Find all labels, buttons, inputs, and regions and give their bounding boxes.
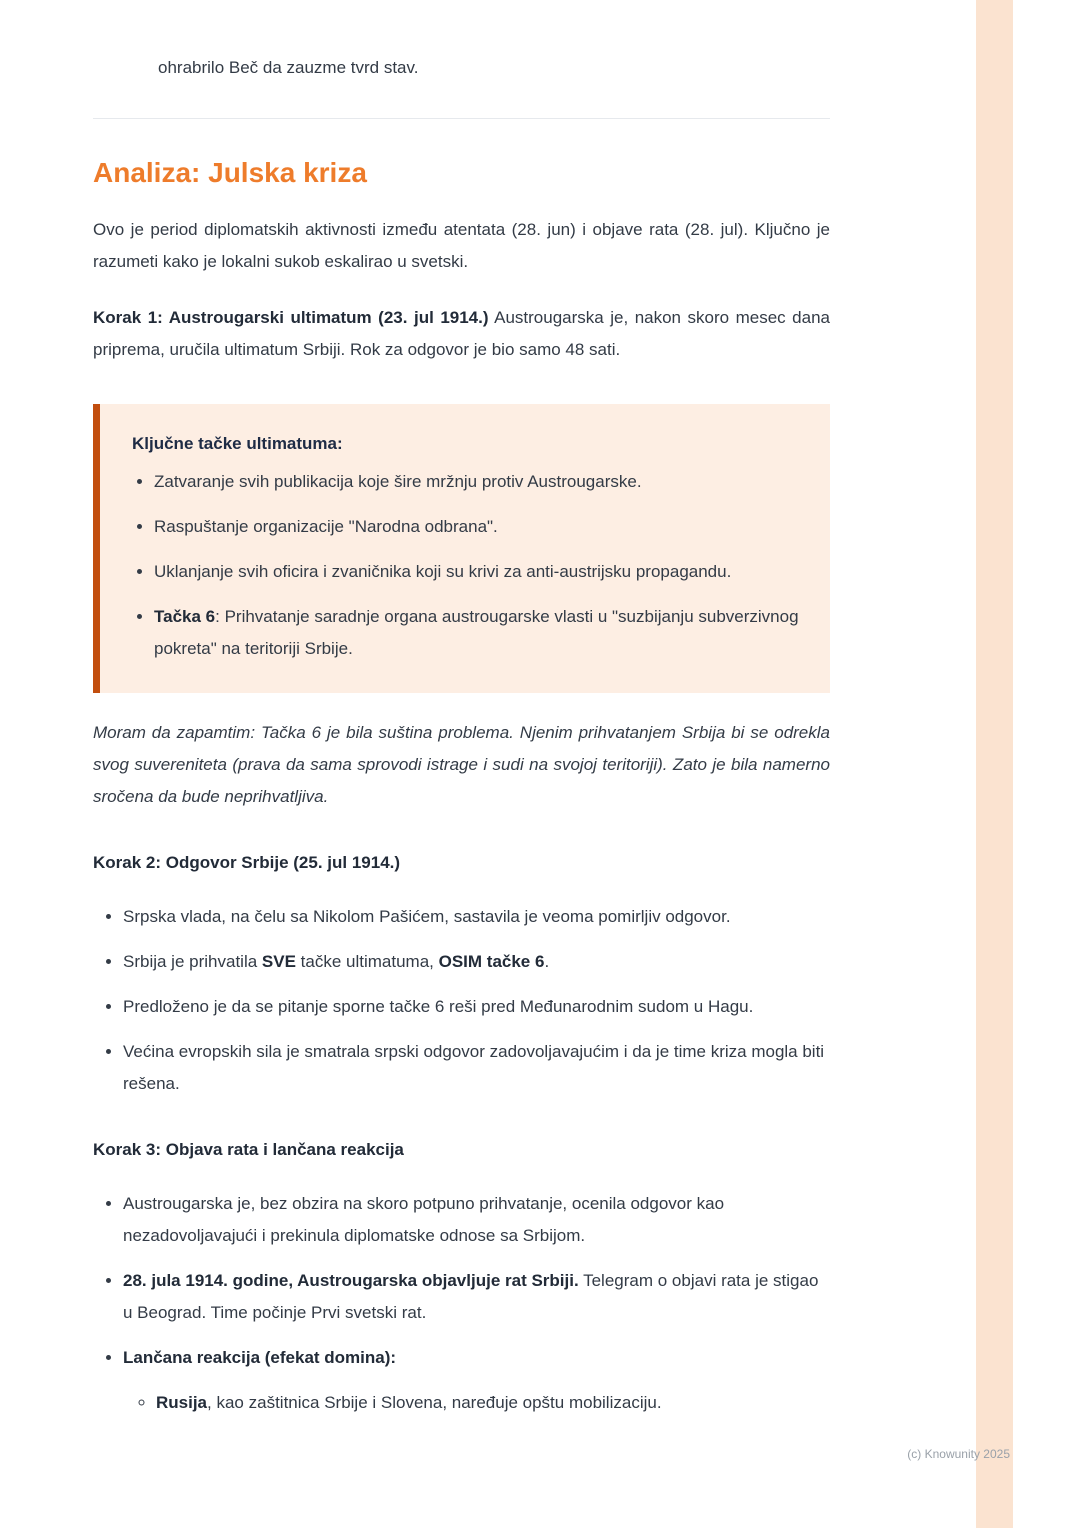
- page-margin-strip: [976, 0, 1013, 1528]
- continuation-text: ohrabrilo Beč da zauzme tvrd stav.: [158, 58, 419, 77]
- intro-paragraph: Ovo je period diplomatskih aktivnosti između atentata (28. jun) i objave rata (28. jul). Ključno je razumeti kako je lokalni sukob eskalirao u svetski.: [93, 220, 830, 271]
- sub-list-item: ◦ Rusija, kao zaštitnica Srbije i Slovena, naređuje opštu mobilizaciju.: [156, 1387, 830, 1419]
- list-item: • Predloženo je da se pitanje sporne tačke 6 reši pred Međunarodnim sudom u Hagu.: [123, 991, 830, 1023]
- list-item: • Većina evropskih sila je smatrala srpski odgovor zadovoljavajućim i da je time kriza mogla biti rešena.: [123, 1036, 830, 1100]
- list-item: • Austrougarska je, bez obzira na skoro potpuno prihvatanje, ocenila odgovor kao nezadovoljavajući i prekinula diplomatske odnose sa Srbijom.: [123, 1188, 830, 1252]
- list-item-label: Lančana reakcija (efekat domina):: [123, 1348, 397, 1367]
- copyright-notice: (c) Knowunity 2025: [907, 1447, 1010, 1461]
- step3-heading: Korak 3: Objava rata i lančana reakcija: [93, 1140, 404, 1159]
- key-points-callout: [93, 404, 830, 693]
- step3-list: [93, 1188, 830, 1419]
- chain-reaction-sublist: [123, 1387, 830, 1419]
- document-content: [93, 0, 830, 1419]
- callout-heading: Ključne tačke ultimatuma:: [132, 434, 343, 453]
- list-item: • Uklanjanje svih oficira i zvaničnika koji su krivi za anti-austrijsku propagandu.: [154, 556, 800, 588]
- list-item: • Srbija je prihvatila SVE tačke ultimatuma, OSIM tačke 6.: [123, 946, 830, 978]
- step2-list: [93, 901, 830, 1100]
- ultimatum-points-list: [132, 466, 800, 665]
- list-item: • Raspuštanje organizacije "Narodna odbrana".: [154, 511, 800, 543]
- step2-heading: Korak 2: Odgovor Srbije (25. jul 1914.): [93, 853, 401, 872]
- list-item: [123, 1342, 830, 1419]
- list-item: • Tačka 6: Prihvatanje saradnje organa austrougarske vlasti u "suzbijanju subverzivnog pokreta" na teritoriji Srbije.: [154, 601, 800, 665]
- list-item: • 28. jula 1914. godine, Austrougarska objavljuje rat Srbiji. Telegram o objavi rata je stigao u Beograd. Time počinje Prvi svetski rat.: [123, 1265, 830, 1329]
- list-item: • Zatvaranje svih publikacija koje šire mržnju protiv Austrougarske.: [154, 466, 800, 498]
- list-item: • Srpska vlada, na čelu sa Nikolom Pašićem, sastavila je veoma pomirljiv odgovor.: [123, 901, 830, 933]
- section-heading: Analiza: Julska kriza: [93, 157, 367, 188]
- step1-paragraph: Korak 1: Austrougarski ultimatum (23. jul 1914.) Austrougarska je, nakon skoro mesec dana priprema, uručila ultimatum Srbiji. Rok za odgovor je bio samo 48 sati.: [93, 308, 830, 359]
- section-divider: [93, 118, 830, 119]
- reminder-note: Moram da zapamtim: Tačka 6 je bila suština problema. Njenim prihvatanjem Srbija bi se odrekla svog suvereniteta (prava da sama sprovodi istrage i sudi na svojoj teritoriji). Zato je bila namerno sročena da bude neprihvatljiva.: [93, 723, 830, 806]
